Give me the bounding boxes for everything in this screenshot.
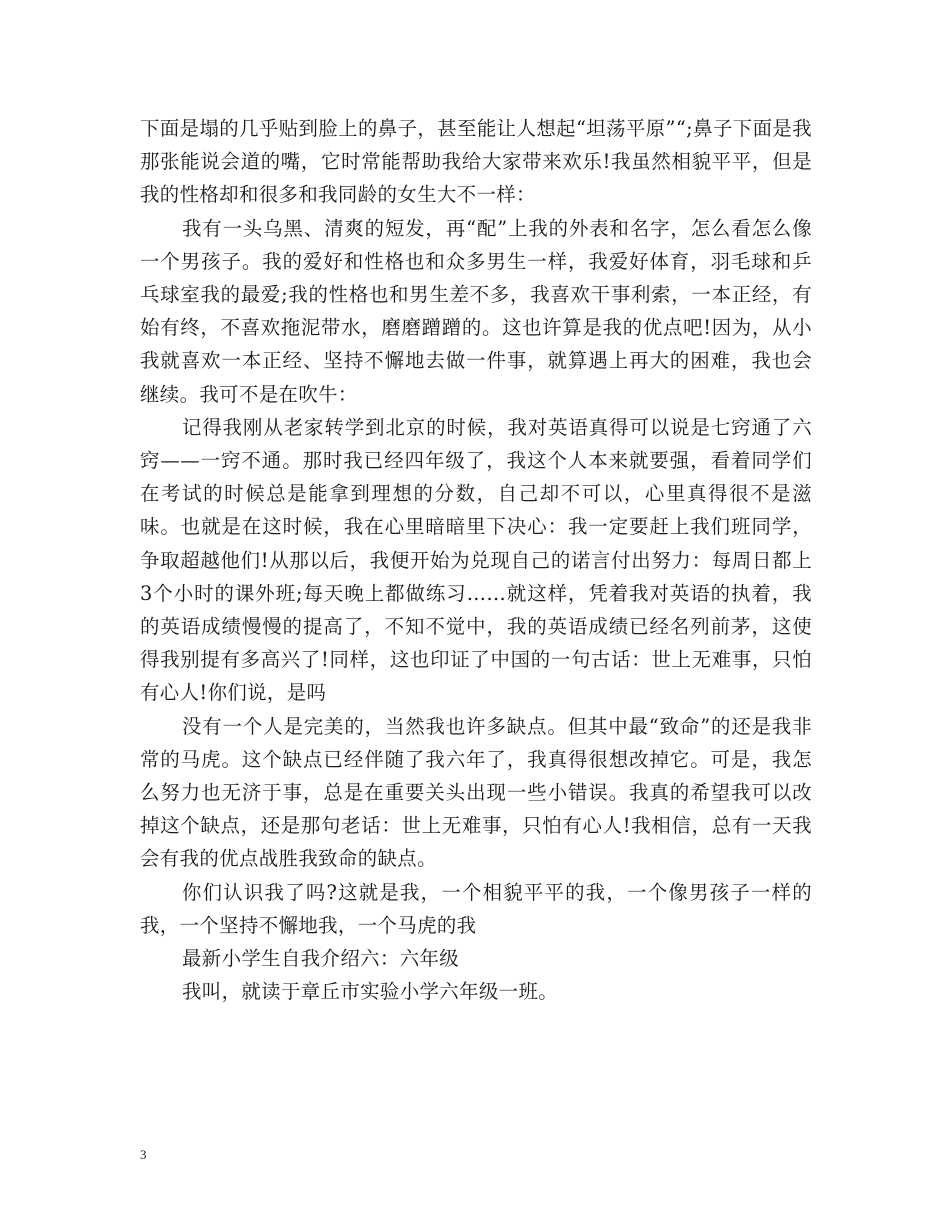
section-heading: 最新小学生自我介绍六：六年级 [182,947,460,971]
paragraph-1: 下面是塌的几乎贴到脸上的鼻子，甚至能让人想起“坦荡平原”“;鼻子下面是我那张能说会道的嘴，它时常能帮助我给大家带来欢乐!我虽然相貌平平，但是我的性格却和很多和我同龄的女生大不一样： [140,117,812,207]
paragraph-6: 我叫，就读于章丘市实验小学六年级一班。 [182,980,559,1004]
paragraph-3: 记得我刚从老家转学到北京的时候，我对英语真得可以说是七窍通了六窍——一窍不通。那时我已经四年级了，我这个人本来就要强，看着同学们在考试的时候总是能拿到理想的分数，自己却不可以，心里真得很不是滋味。也就是在这时候，我在心里暗暗里下决心：我一定要赶上我们班同学，争取超越他们!从那以后，我便开始为兑现自己的诺言付出努力：每周日都上3个小时的课外班;每天晚上都做练习……就这样，凭着我对英语的执着，我的英语成绩慢慢的提高了，不知不觉中，我的英语成绩已经名列前茅，这使得我别提有多高兴了!同样，这也印证了中国的一句古话：世上无难事，只怕有心人!你们说，是吗 [140,415,812,705]
page-number: 3 [140,1147,147,1162]
paragraph-5: 你们认识我了吗?这就是我，一个相貌平平的我，一个像男孩子一样的我，一个坚持不懈地我，一个马虎的我 [140,880,812,937]
paragraph-2: 我有一头乌黑、清爽的短发，再“配”上我的外表和名字，怎么看怎么像一个男孩子。我的爱好和性格也和众多男生一样，我爱好体育，羽毛球和乒乓球室我的最爱;我的性格也和男生差不多，我喜欢干事利索，一本正经，有始有终，不喜欢拖泥带水，磨磨蹭蹭的。这也许算是我的优点吧!因为，从小我就喜欢一本正经、坚持不懈地去做一件事，就算遇上再大的困难，我也会继续。我可不是在吹牛： [140,216,812,406]
paragraph-4: 没有一个人是完美的，当然我也许多缺点。但其中最“致命”的还是我非常的马虎。这个缺点已经伴随了我六年了，我真得很想改掉它。可是，我怎么努力也无济于事，总是在重要关头出现一些小错误。我真的希望我可以改掉这个缺点，还是那句老话：世上无难事，只怕有心人!我相信，总有一天我会有我的优点战胜我致命的缺点。 [140,714,812,871]
body-text [140,112,812,1008]
